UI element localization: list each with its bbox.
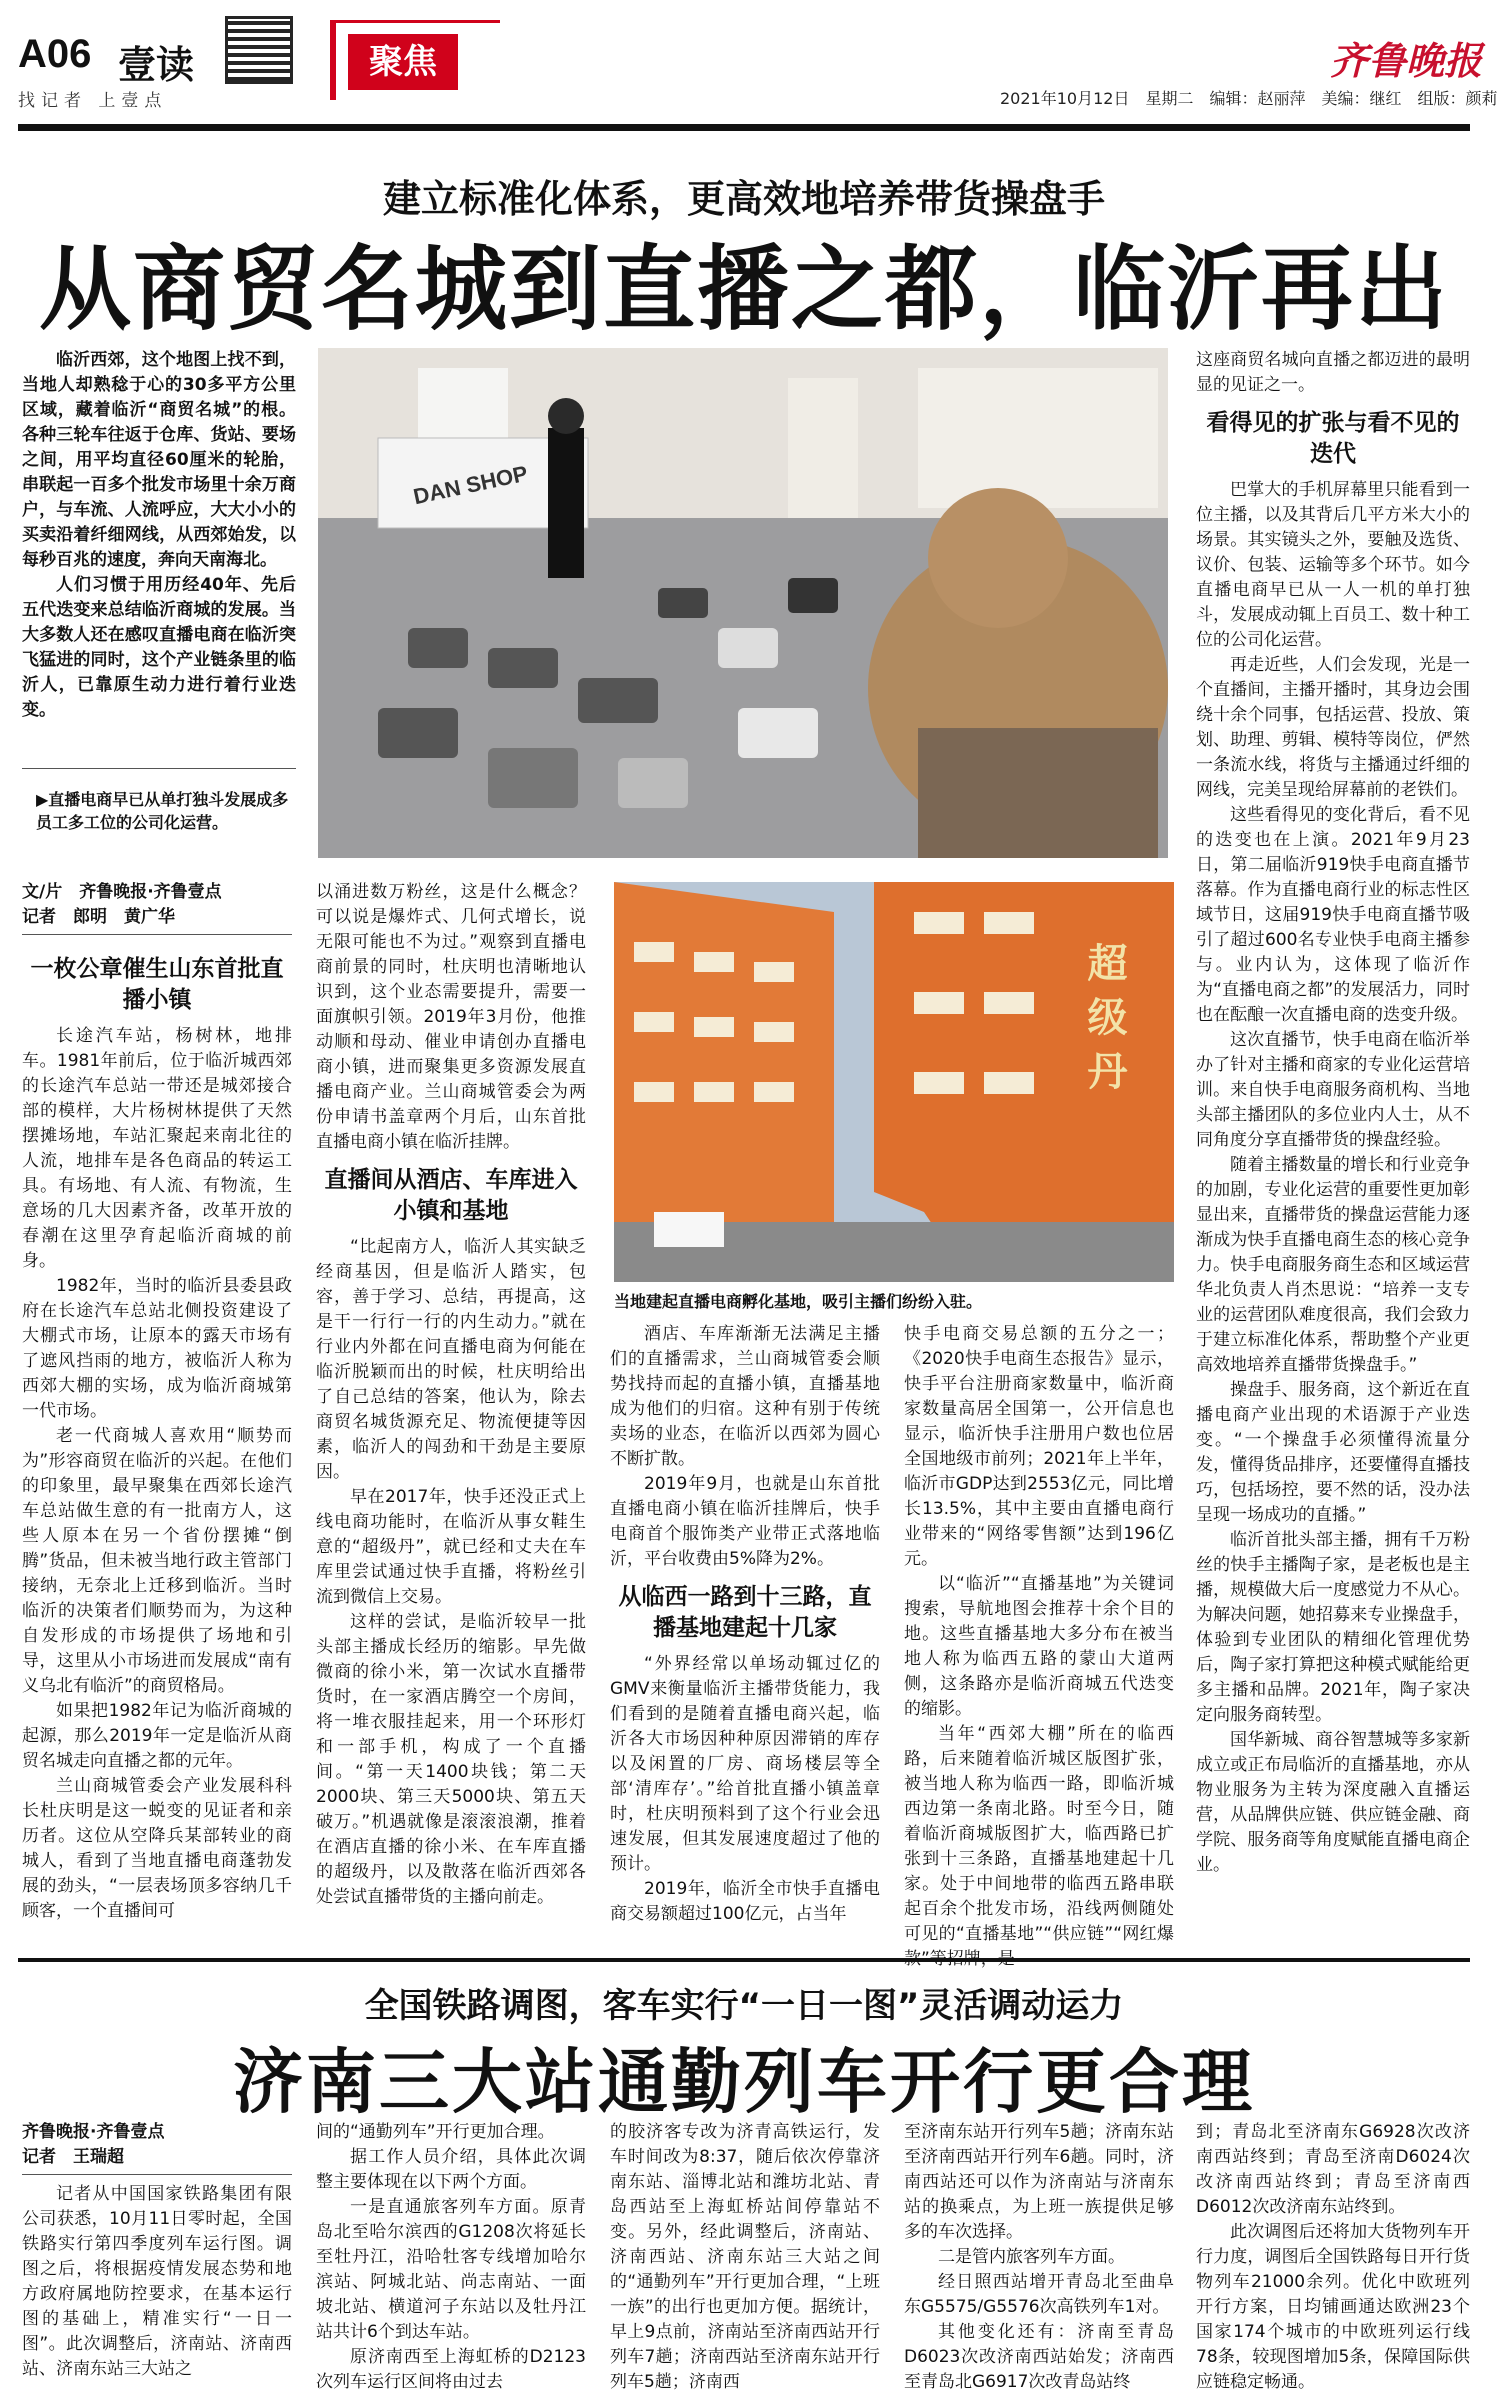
body-paragraph: 临沂首批头部主播，拥有千万粉丝的快手主播陶子家，是老板也是主播，规模做大后一度感觉力不从心。为解决问题，她招募来专业操盘手，体验到专业团队的精细化管理优势后，陶子家打算把这种模式赋能给更多主播和品牌。2021年，陶子家决定向服务商转型。: [1196, 1530, 1470, 1725]
livestream-base-building-photo: [614, 882, 1174, 1282]
section-name: 壹读: [118, 43, 195, 87]
body-paragraph: 一是直通旅客列车方面。原青岛北至哈尔滨西的G1208次将延长至牡丹江，沿哈牡客专线增加哈尔滨站、阿城北站、尚志南站、一面坡北站、横道河子东站以及牡丹江站共计6个到达车站。: [316, 2197, 586, 2342]
qr-code-icon[interactable]: [225, 16, 293, 84]
section-heading: 从临西一路到十三路，直播基地建起十几家: [618, 1584, 872, 1641]
newspaper-logo: 齐鲁晚报: [1330, 38, 1483, 83]
article2-subtitle: 全国铁路调图，客车实行“一日一图”灵活调动运力: [364, 1986, 1124, 2026]
body-paragraph: 长途汽车站，杨树林，地排车。1981年前后，位于临沂城西郊的长途汽车总站一带还是城郊接合部的模样，大片杨树林提供了天然摆摊场地，车站汇聚起来南北往的人流，地排车是各色商品的转运工具。有场地、有人流、有物流，生意场的几大因素齐备，改革开放的春潮在这里孕育起临沂商城的前身。: [22, 1026, 292, 1271]
section-heading: 看得见的扩张与看不见的迭代: [1206, 410, 1460, 467]
body-paragraph: 2019年，临沂全市快手直播电商交易额超过100亿元，占当年: [610, 1879, 880, 1924]
body-paragraph: 2019年9月，也就是山东首批直播电商小镇在临沂挂牌后，快手电商首个服饰类产业带正式落地临沂，平台收费由5%降为2%。: [610, 1474, 880, 1569]
body-paragraph: “外界经常以单场动辄过亿的GMV来衡量临沂主播带货能力，我们看到的是随着直播电商兴起，临沂各大市场因种种原因滞销的库存以及闲置的厂房、商场楼层等全部‘清库存’。”给首批直播小镇盖章时，杜庆明预料到了这个行业会迅速发展，但其发展速度超过了他的预计。: [610, 1654, 880, 1874]
article1-column-4: [904, 1322, 1174, 1944]
body-paragraph: 老一代商城人喜欢用“顺势而为”形容商贸在临沂的兴起。在他们的印象里，最早聚集在西郊长途汽车总站做生意的有一批南方人，这些人原本在另一个省份摆摊“倒腾”货品，但未被当地行政主管部门接纳，无奈北上迁移到临沂。当时临沂的决策者们顺势而为，为这种自发形成的市场提供了场地和引导，这里从小市场进而发展成“南有义乌北有临沂”的商贸格局。: [22, 1426, 292, 1696]
body-paragraph: 酒店、车库渐渐无法满足主播们的直播需求，兰山商城管委会顺势找持而起的直播小镇，直播基地成为他们的归宿。这种有别于传统卖场的业态，在临沂以西郊为圆心不断扩散。: [610, 1324, 880, 1469]
article2-column-1: [22, 2182, 292, 2387]
byline-line: 齐鲁晚报·齐鲁壹点: [22, 2122, 165, 2142]
article2-column-3: [610, 2120, 880, 2392]
body-paragraph: 这样的尝试，是临沂较早一批头部主播成长经历的缩影。早先做微商的徐小米，第一次试水直播带货时，在一家酒店腾空一个房间，将一堆衣服挂起来，用一个环形灯和一部手机，构成了一个直播间。“第一天1400块钱；第二天2000块、第三天5000块、第五天破万。”机遇就像是滚滚浪潮，推着在酒店直播的徐小米、在车库直播的超级丹，以及散落在临沂西郊各处尝试直播带货的主播向前走。: [316, 1612, 586, 1907]
body-paragraph: 随着主播数量的增长和行业竞争的加剧，专业化运营的重要性更加彰显出来，直播带货的操盘运营能力逐渐成为快手直播电商生态的核心竞争力。快手电商服务商生态和区域运营华北负责人肖杰思说：“培养一支专业的运营团队难度很高，我们会致力于建立标准化体系，帮助整个产业更高效地培养直播带货操盘手。”: [1196, 1155, 1470, 1375]
body-paragraph: 1982年，当时的临沂县委县政府在长途汽车总站北侧投资建设了大棚式市场，让原本的露天市场有了遮风挡雨的地方，被临沂人称为西郊大棚的实场，成为临沂商城第一代市场。: [22, 1276, 292, 1421]
body-paragraph: 二是管内旅客列车方面。: [938, 2247, 1125, 2267]
body-paragraph: 记者从中国国家铁路集团有限公司获悉，10月11日零时起，全国铁路实行第四季度列车运行图。调图之后，将根据疫情发展态势和地方政府属地防控要求，在基本运行图的基础上，精准实行“一日一图”。此次调整后，济南站、济南西站、济南东站三大站之: [22, 2184, 292, 2379]
body-paragraph: 的胶济客专改为济青高铁运行，发车时间改为8:37，随后依次停靠济南东站、淄博北站和潍坊北站、青岛西站至上海虹桥站间停靠站不变。另外，经此调整后，济南站、济南西站、济南东站三大站之间的“通勤列车”开行更加合理，“上班一族”的出行也更加方便。据统计，早上9点前，济南站至济南西站开行列车7趟；济南西站至济南东站开行列车5趟；济南西: [610, 2122, 880, 2392]
byline-line: 记者 郎明 黄广华: [22, 907, 175, 927]
body-paragraph: “比起南方人，临沂人其实缺乏经商基因，但是临沂人踏实，包容，善于学习、总结，再提高，这是干一行行一行的内生动力。”就在行业内外都在问直播电商为何能在临沂脱颖而出的时候，杜庆明给出了自己总结的答案，他认为，除去商贸名城货源充足、物流便捷等因素，临沂人的闯劲和干劲是主要原因。: [316, 1237, 586, 1482]
article1-column-3: [610, 1322, 880, 1944]
body-paragraph: 其他变化还有：济南至青岛D6023次改济南西站始发；济南西至青岛北G6917次改青岛站终: [904, 2322, 1174, 2392]
article2-column-5: [1196, 2120, 1470, 2392]
article1-column-5: [1196, 348, 1470, 1944]
body-paragraph: 以“临沂”“直播基地”为关键词搜索，导航地图会推荐十余个目的地。这些直播基地大多分布在被当地人称为临西五路的蒙山大道两侧，这条路亦是临沂商城五代迭变的缩影。: [904, 1574, 1174, 1719]
photo2-caption: 当地建起直播电商孵化基地，吸引主播们纷纷入驻。: [614, 1292, 983, 1311]
body-paragraph: 如果把1982年记为临沂商城的起源，那么2019年一定是临沂从商贸名城走向直播之都的元年。: [22, 1701, 292, 1771]
article2-column-2: [316, 2120, 586, 2392]
section-heading: 直播间从酒店、车库进入小镇和基地: [324, 1167, 578, 1224]
body-paragraph: 经日照西站增开青岛北至曲阜东G5575/G5576次高铁列车1对。: [904, 2272, 1174, 2317]
divider: [22, 768, 296, 769]
section-slogan: 找记者 上壹点: [18, 91, 168, 111]
body-paragraph: 原济南西至上海虹桥的D2123次列车运行区间将由过去: [316, 2347, 586, 2392]
body-paragraph: 这座商贸名城向直播之都迈进的最明显的见证之一。: [1196, 350, 1470, 395]
byline-line: 记者 王瑞超: [22, 2147, 124, 2167]
divider: [22, 2174, 292, 2175]
intro-paragraph: 临沂西郊，这个地图上找不到，当地人却熟稔于心的30多平方公里区域，藏着临沂“商贸名城”的根。各种三轮车往返于仓库、货站、要场之间，用平均直径60厘米的轮胎，串联起一百多个批发市场里十余万商户，与车流、人流呼应，大大小小的买卖沿着纤细网线，从西郊始发，以每秒百兆的速度，奔向天南海北。: [22, 350, 296, 570]
body-paragraph: 早在2017年，快手还没正式上线电商功能时，在临沂从事女鞋生意的“超级丹”，就已经和丈夫在车库里尝试通过快手直播，将粉丝引流到微信上交易。: [316, 1487, 586, 1607]
livestream-room-photo: [318, 348, 1168, 858]
article1-column-2: [316, 880, 586, 1944]
article2-byline: [22, 2120, 292, 2170]
body-paragraph: 此次调图后还将加大货物列车开行力度，调图后全国铁路每日开行货物列车21000余列。优化中欧班列开行方案，日均铺画通达欧洲23个国家174个城市的中欧班列运行线78条，较现图增加5条，保障国际供应链稳定畅通。: [1196, 2222, 1470, 2392]
body-paragraph: 这些看得见的变化背后，看不见的迭变也在上演。2021年9月23日，第二届临沂919快手电商直播节落幕。作为直播电商行业的标志性区域节日，这届919快手电商直播节吸引了超过600名专业快手电商主播参与。业内认为，这体现了临沂作为“直播电商之都”的发展活力，同时也在酝酿一次直播电商的迭变升级。: [1196, 805, 1470, 1025]
body-paragraph: 国华新城、商谷智慧城等多家新成立或正布局临沂的直播基地，亦从物业服务为主转为深度融入直播运营，从品牌供应链、供应链金融、商学院、服务商等角度赋能直播电商企业。: [1196, 1730, 1470, 1875]
body-paragraph: 当年“西郊大棚”所在的临西路，后来随着临沂城区版图扩张，被当地人称为临西一路，即临沂城西边第一条南北路。时至今日，随着临沂商城版图扩大，临西路已扩张到十三条路，直播基地建起十几家。处于中间地带的临西五路串联起百余个批发市场，沿线两侧随处可见的“直播基地”“供应链”“网红爆: [904, 1724, 1174, 1944]
body-paragraph: 操盘手、服务商，这个新近在直播电商产业出现的术语源于产业迭变。“一个操盘手必须懂得流量分发，懂得货品排序，还要懂得直播技巧，包括场控，要不然的话，没办法呈现一场成功的直播。”: [1196, 1380, 1470, 1525]
article1-intro: [22, 348, 296, 768]
body-paragraph: 到；青岛北至济南东G6928次改济南西站终到；青岛至济南D6024次改济南西站终到；青岛至济南西D6012次改济南东站终到。: [1196, 2122, 1470, 2217]
article1-column-1: [22, 944, 292, 1944]
article2-title: 济南三大站通勤列车开行更合理: [233, 2040, 1255, 2123]
body-paragraph: 至济南东站开行列车5趟；济南东站至济南西站开行列车6趟。同时，济南西站还可以作为济南站与济南东站的换乘点，为上班一族提供足够多的车次选择。: [904, 2122, 1174, 2242]
article1-title: 从商贸名城到直播之都，临沂再出: [38, 235, 1449, 343]
body-paragraph: 以涌进数万粉丝，这是什么概念？可以说是爆炸式、几何式增长，说无限可能也不为过。”观察到直播电商前景的同时，杜庆明也清晰地认识到，这个业态需要提升，需要一面旗帜引领。2019年3月份，他推动顺和母动、催业申请创办直播电商小镇，进而聚集更多资源发展直播电商产业。兰山商城管委会为两份申请书盖章两个月后，山东首批直播电商小镇在临沂挂牌。: [316, 882, 586, 1152]
date-editor-line: 2021年10月12日 星期二 编辑：赵丽萍 美编：继红 组版：颜莉: [1000, 89, 1497, 108]
divider: [22, 934, 292, 935]
photo2-sign-text: 超 级 丹: [1081, 942, 1127, 1090]
article1-subtitle: 建立标准化体系，更高效地培养带货操盘手: [382, 177, 1105, 221]
page-number: A06: [18, 32, 92, 76]
article2-column-4: [904, 2120, 1174, 2392]
photo1-caption: ▶直播电商早已从单打独斗发展成多员工多工位的公司化运营。: [36, 790, 289, 832]
body-paragraph: 间的“通勤列车”开行更加合理。: [316, 2122, 555, 2142]
section-heading: 一枚公章催生山东首批直播小镇: [30, 956, 284, 1013]
body-paragraph: 再走近些，人们会发现，光是一个直播间，主播开播时，其身边会围绕十余个同事，包括运营、投放、策划、助理、剪辑、模特等岗位，俨然一条流水线，将货与主播通过纤细的网线，完美呈现给屏幕前的老铁们。: [1196, 655, 1470, 800]
masthead-rule: [18, 124, 1470, 131]
body-paragraph: 据工作人员介绍，具体此次调整主要体现在以下两个方面。: [316, 2147, 586, 2192]
byline-line: 文/片 齐鲁晚报·齐鲁壹点: [22, 882, 222, 902]
body-paragraph: 这次直播节，快手电商在临沂举办了针对主播和商家的专业化运营培训。来自快手电商服务商机构、当地头部主播团队的多位业内人士，从不同角度分享直播带货的操盘经验。: [1196, 1030, 1470, 1150]
body-paragraph: 巴掌大的手机屏幕里只能看到一位主播，以及其背后几平方米大小的场景。其实镜头之外，要触及选货、议价、包装、运输等多个环节。如今直播电商早已从一人一机的单打独斗，发展成动辄上百员工、数十种工位的公司化运营。: [1196, 480, 1470, 650]
body-paragraph: 兰山商城管委会产业发展科科长杜庆明是这一蜕变的见证者和亲历者。这位从空降兵某部转业的商城人，看到了当地直播电商蓬勃发展的劲头，“一层表场顶多容纳几千顾客，一个直播间可: [22, 1776, 292, 1921]
body-paragraph: 快手电商交易总额的五分之一；《2020快手电商生态报告》显示，快手平台注册商家数量中，临沂商家数量高居全国第一，公开信息也显示，临沂快手注册用户数也位居全国地级市前列；2021年上半年，临沂市GDP达到2553亿元，同比增长13.5%，其中主要由直播电商行业带来的“网络零售额”达到196亿元。: [904, 1324, 1174, 1569]
intro-paragraph: 人们习惯于用历经40年、先后五代迭变来总结临沂商城的发展。当大多数人还在感叹直播电商在临沂突飞猛进的同时，这个产业链条里的临沂人，已靠原生动力进行着行业迭变。: [22, 575, 296, 720]
photo1-sign-text: DAN SHOP: [411, 460, 530, 510]
focus-label: 聚焦: [348, 34, 458, 90]
article-divider-rule: [18, 1958, 1470, 1962]
article1-byline: [22, 880, 292, 930]
